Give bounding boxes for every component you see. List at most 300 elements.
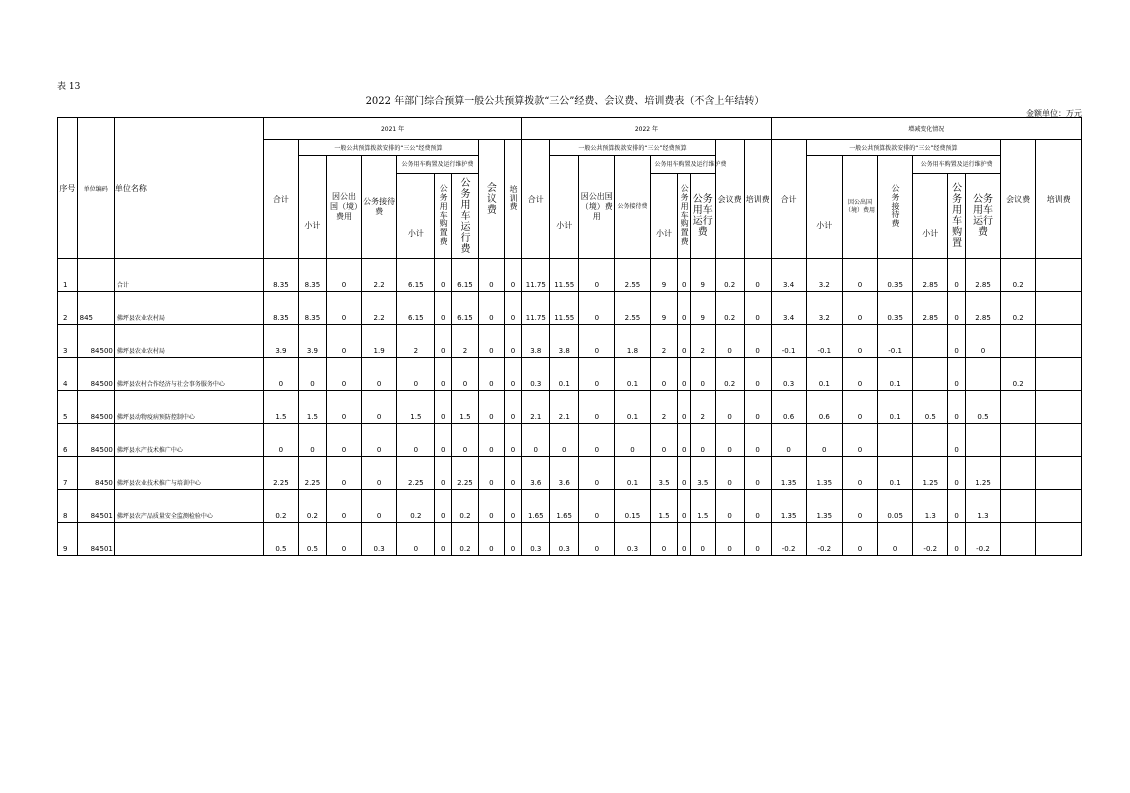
header-car-buy-2022: 公务用车购置费 [678, 174, 690, 259]
row-value: 0.5 [913, 391, 948, 424]
row-value: 0 [744, 325, 771, 358]
header-meeting-2021: 会议费 [478, 140, 504, 259]
row-value: 3.8 [550, 325, 579, 358]
row-value: 0 [842, 523, 877, 556]
row-value: 0 [397, 358, 435, 391]
row-value: 2.25 [263, 457, 298, 490]
row-value: 0 [478, 523, 504, 556]
row-value: 0 [715, 490, 744, 523]
row-value: 1.5 [690, 490, 715, 523]
row-value: 0 [522, 424, 550, 457]
row-value: 0 [550, 424, 579, 457]
row-value: 1.3 [913, 490, 948, 523]
header-training-change: 培训费 [1036, 140, 1082, 259]
row-value: 1.8 [615, 325, 650, 358]
row-unit-code [77, 259, 114, 292]
row-value [913, 358, 948, 391]
row-value [1001, 490, 1036, 523]
table-row [58, 424, 1082, 457]
row-value: 2 [690, 325, 715, 358]
row-value: 0 [504, 325, 522, 358]
row-value: 1.35 [806, 490, 842, 523]
row-value: 8.35 [263, 259, 298, 292]
row-value: 0 [744, 523, 771, 556]
row-value: 0 [435, 424, 452, 457]
row-value: 11.75 [522, 292, 550, 325]
header-training-2022: 培训费 [744, 140, 771, 259]
row-value: -0.2 [806, 523, 842, 556]
row-value: 0 [715, 391, 744, 424]
row-value: 1.9 [362, 325, 397, 358]
row-value: 0 [504, 391, 522, 424]
row-value [1001, 325, 1036, 358]
row-seq: 8 [58, 490, 78, 523]
header-total-2021: 合计 [263, 140, 298, 259]
row-value: 2.25 [452, 457, 479, 490]
header-car-2021: 公务用车购置及运行维护费 [397, 156, 479, 174]
row-seq: 1 [58, 259, 78, 292]
table-body [58, 259, 1082, 556]
row-unit-name: 合计 [114, 259, 263, 292]
header-car-subtotal-2022: 小计 [650, 174, 678, 259]
header-abroad-change: 因公出国（境）费用 [842, 156, 877, 259]
row-value [1001, 391, 1036, 424]
row-value: 3.2 [806, 292, 842, 325]
row-value: 0 [579, 490, 615, 523]
header-subtotal-2021: 小计 [298, 156, 326, 259]
row-value: 0 [842, 358, 877, 391]
row-value: 2.25 [397, 457, 435, 490]
row-value: 3.9 [298, 325, 326, 358]
row-value: 0 [715, 523, 744, 556]
row-unit-code: 84500 [77, 391, 114, 424]
row-seq: 4 [58, 358, 78, 391]
table-row [58, 358, 1082, 391]
row-value: 3.2 [806, 259, 842, 292]
row-value: 0 [362, 424, 397, 457]
row-value: 0.3 [522, 523, 550, 556]
row-value: 0 [948, 259, 966, 292]
row-value [1036, 325, 1082, 358]
row-value: 0 [478, 259, 504, 292]
row-value [1001, 457, 1036, 490]
row-value: 2.55 [615, 292, 650, 325]
row-value: 0 [650, 523, 678, 556]
header-sangong-2022: 一般公共预算拨款安排的“三公”经费预算 [550, 140, 715, 156]
row-value [878, 424, 913, 457]
row-value: 11.75 [522, 259, 550, 292]
row-value: 1.35 [771, 457, 806, 490]
row-value: 0.1 [550, 358, 579, 391]
row-seq: 2 [58, 292, 78, 325]
row-value: 2.55 [615, 259, 650, 292]
row-value: 0 [678, 292, 690, 325]
table-row [58, 259, 1082, 292]
row-value: 0 [579, 358, 615, 391]
row-value: 0 [842, 457, 877, 490]
row-value: 0 [615, 424, 650, 457]
row-value: 2.1 [550, 391, 579, 424]
row-value: 6.15 [452, 259, 479, 292]
row-value: 1.35 [771, 490, 806, 523]
row-unit-code: 84500 [77, 325, 114, 358]
row-value: 8.35 [263, 292, 298, 325]
row-unit-code: 8450 [77, 457, 114, 490]
row-value: 1.3 [965, 490, 1000, 523]
row-value: 0 [579, 292, 615, 325]
row-value: 0.2 [397, 490, 435, 523]
row-value: 0 [362, 457, 397, 490]
row-value: 2 [650, 325, 678, 358]
row-value [1036, 457, 1082, 490]
row-value: 0 [948, 391, 966, 424]
row-value: 0 [326, 325, 361, 358]
row-unit-name: 佛坪县农产品质量安全监测检验中心 [114, 490, 263, 523]
row-value: 2.1 [522, 391, 550, 424]
row-value: 2 [690, 391, 715, 424]
row-value: 0.3 [362, 523, 397, 556]
row-value: 2 [452, 325, 479, 358]
row-value [965, 424, 1000, 457]
row-value: 0.2 [452, 523, 479, 556]
header-unit-name: 单位名称 [114, 118, 263, 259]
row-value: 0.2 [715, 292, 744, 325]
row-value: 0 [326, 490, 361, 523]
row-value: 11.55 [550, 259, 579, 292]
header-seq: 序号 [58, 118, 78, 259]
row-unit-code: 84501 [77, 523, 114, 556]
row-value: 0 [362, 490, 397, 523]
row-value: -0.1 [771, 325, 806, 358]
row-value: 0 [435, 523, 452, 556]
row-value: 6.15 [452, 292, 479, 325]
row-value [1036, 292, 1082, 325]
row-seq: 5 [58, 391, 78, 424]
row-unit-code: 84501 [77, 490, 114, 523]
row-value: 0.15 [615, 490, 650, 523]
row-value: 0 [435, 325, 452, 358]
header-car-run-2022: 公务用车运行费 [690, 174, 715, 259]
header-meeting-2022: 会议费 [715, 140, 744, 259]
row-value: 0 [948, 457, 966, 490]
row-value: 0 [771, 424, 806, 457]
row-value: 0 [504, 259, 522, 292]
row-value: 1.25 [965, 457, 1000, 490]
row-value: 0 [326, 391, 361, 424]
row-value: 0 [948, 292, 966, 325]
row-seq: 3 [58, 325, 78, 358]
row-value: 1.25 [913, 457, 948, 490]
row-value: 0 [504, 424, 522, 457]
row-value: 0.2 [1001, 358, 1036, 391]
row-value: 0 [397, 523, 435, 556]
row-value: 0 [478, 325, 504, 358]
row-seq: 6 [58, 424, 78, 457]
row-value [913, 325, 948, 358]
row-value: 0.3 [771, 358, 806, 391]
row-value: 0 [715, 424, 744, 457]
page-title: 2022 年部门综合预算一般公共预算拨款“三公”经费、会议费、培训费表（不含上年结转） [365, 96, 765, 107]
row-value: 0 [744, 292, 771, 325]
row-unit-code: 845 [77, 292, 114, 325]
row-value: 0 [326, 292, 361, 325]
row-value: 0 [298, 358, 326, 391]
row-unit-name [114, 523, 263, 556]
row-value: 0 [478, 358, 504, 391]
row-value: 0 [678, 325, 690, 358]
row-value [1036, 391, 1082, 424]
row-value: 0 [678, 523, 690, 556]
header-reception-change: 公务接待费 [878, 156, 913, 259]
row-value: 0 [948, 358, 966, 391]
header-reception-2021: 公务接待费 [362, 156, 397, 259]
header-car-buy-2021: 公务用车购置费 [435, 174, 452, 259]
row-value: 8.35 [298, 259, 326, 292]
header-car-run-2021: 公务用车运行费 [452, 174, 479, 259]
row-value: 2 [650, 391, 678, 424]
header-total-change: 合计 [771, 140, 806, 259]
row-value: 0 [435, 358, 452, 391]
table-row [58, 490, 1082, 523]
header-car-2022: 公务用车购置及运行维护费 [650, 156, 715, 174]
row-unit-name: 佛坪县农业农村局 [114, 325, 263, 358]
row-value: 6.15 [397, 259, 435, 292]
row-value [913, 424, 948, 457]
row-value: 0 [948, 490, 966, 523]
row-value: 0.1 [615, 457, 650, 490]
row-value: 0.2 [1001, 292, 1036, 325]
row-value: 0 [435, 391, 452, 424]
header-total-2022: 合计 [522, 140, 550, 259]
row-value [1001, 424, 1036, 457]
row-unit-name: 佛坪县农村合作经济与社会事务服务中心 [114, 358, 263, 391]
row-unit-name: 佛坪县农业农村局 [114, 292, 263, 325]
row-value: 0.1 [806, 358, 842, 391]
row-value: 0 [744, 457, 771, 490]
row-value: 0.2 [263, 490, 298, 523]
row-value: 0 [948, 523, 966, 556]
budget-table [57, 117, 1082, 556]
row-value: -0.2 [771, 523, 806, 556]
row-value: 0 [579, 424, 615, 457]
row-value: 0 [744, 358, 771, 391]
row-seq: 7 [58, 457, 78, 490]
row-value [1001, 523, 1036, 556]
row-value [1036, 358, 1082, 391]
row-value: 0 [842, 391, 877, 424]
row-value: 0 [579, 523, 615, 556]
row-value: 0 [650, 424, 678, 457]
row-value: 9 [650, 292, 678, 325]
row-value [1036, 424, 1082, 457]
row-value: 0 [435, 292, 452, 325]
row-value: 0 [435, 490, 452, 523]
row-value: 0 [878, 523, 913, 556]
row-value: 0 [678, 424, 690, 457]
row-value: 0.05 [878, 490, 913, 523]
row-unit-name: 佛坪县动物疫病预防控制中心 [114, 391, 263, 424]
row-value: 0 [504, 457, 522, 490]
header-car-change: 公务用车购置及运行维护费 [913, 156, 1001, 174]
row-value: 3.6 [550, 457, 579, 490]
row-value: -0.1 [806, 325, 842, 358]
row-value: 0 [690, 424, 715, 457]
row-value: 0 [435, 259, 452, 292]
row-value: 3.5 [690, 457, 715, 490]
row-value: 2.85 [913, 259, 948, 292]
row-value: 0 [504, 292, 522, 325]
row-value: 3.4 [771, 292, 806, 325]
row-value: 0 [690, 523, 715, 556]
row-value: 0 [678, 391, 690, 424]
row-value: 3.8 [522, 325, 550, 358]
row-value: 1.65 [522, 490, 550, 523]
table-row [58, 325, 1082, 358]
row-value: 0.5 [965, 391, 1000, 424]
row-value: 0.1 [878, 358, 913, 391]
row-value: 0 [678, 259, 690, 292]
row-value: 0 [690, 358, 715, 391]
row-value: 0.1 [878, 391, 913, 424]
header-subtotal-2022: 小计 [550, 156, 579, 259]
row-value: 0 [715, 457, 744, 490]
row-value: 1.5 [263, 391, 298, 424]
row-value: 0.3 [615, 523, 650, 556]
header-change: 增减变化情况 [771, 118, 1081, 140]
row-value: -0.1 [878, 325, 913, 358]
row-value: 0 [478, 457, 504, 490]
row-value: 0 [948, 424, 966, 457]
row-value: 11.55 [550, 292, 579, 325]
row-value: 1.5 [298, 391, 326, 424]
row-value: 0.2 [452, 490, 479, 523]
row-value: 3.6 [522, 457, 550, 490]
row-value: 0 [579, 325, 615, 358]
table-number: 表 13 [57, 82, 81, 92]
header-car-subtotal-change: 小计 [913, 174, 948, 259]
row-value: 0 [744, 391, 771, 424]
row-value: 0 [478, 391, 504, 424]
row-value: 0 [744, 259, 771, 292]
row-value: 0 [965, 325, 1000, 358]
row-value: 0.2 [715, 358, 744, 391]
row-value: 0 [650, 358, 678, 391]
row-value [1036, 523, 1082, 556]
row-value: 0 [678, 358, 690, 391]
row-value: 0 [806, 424, 842, 457]
row-value: 1.5 [452, 391, 479, 424]
row-value: 0.6 [806, 391, 842, 424]
header-year-2022: 2022 年 [522, 118, 771, 140]
table-row [58, 292, 1082, 325]
header-car-subtotal-2021: 小计 [397, 174, 435, 259]
row-value: 0 [504, 358, 522, 391]
row-value: 1.35 [806, 457, 842, 490]
row-value: 0.1 [615, 358, 650, 391]
row-value: 0 [298, 424, 326, 457]
header-car-buy-change: 公务用车购置 [948, 174, 966, 259]
header-sangong-2021: 一般公共预算拨款安排的“三公”经费预算 [298, 140, 478, 156]
row-value: 0 [715, 325, 744, 358]
row-value: 0 [478, 424, 504, 457]
row-value: 0 [452, 358, 479, 391]
row-value: 2.2 [362, 259, 397, 292]
row-unit-name: 佛坪县农业技术推广与培训中心 [114, 457, 263, 490]
row-value: 2 [397, 325, 435, 358]
row-value: 0.35 [878, 259, 913, 292]
row-value: 0 [326, 358, 361, 391]
row-value: 0 [362, 391, 397, 424]
header-reception-2022: 公务接待费 [615, 156, 650, 259]
row-value [1036, 259, 1082, 292]
row-value: 2.2 [362, 292, 397, 325]
row-value: 3.4 [771, 259, 806, 292]
row-value: 0 [362, 358, 397, 391]
row-value: -0.2 [965, 523, 1000, 556]
row-value: 0.2 [298, 490, 326, 523]
row-value: 0 [842, 490, 877, 523]
table-row [58, 523, 1082, 556]
header-year-2021: 2021 年 [263, 118, 522, 140]
row-value: 0 [842, 424, 877, 457]
row-value: 8.35 [298, 292, 326, 325]
row-value: 0 [842, 292, 877, 325]
row-value: 0 [842, 325, 877, 358]
row-value: 6.15 [397, 292, 435, 325]
row-unit-code: 84500 [77, 424, 114, 457]
row-value: 0.1 [615, 391, 650, 424]
row-value: 0 [326, 259, 361, 292]
row-value: 0 [678, 490, 690, 523]
row-value: 0.5 [298, 523, 326, 556]
header-unit-code: 单位编码 [77, 118, 114, 259]
header-subtotal-change: 小计 [806, 156, 842, 259]
row-value: 0 [452, 424, 479, 457]
header-training-2021: 培训费 [504, 140, 522, 259]
row-value: 1.5 [397, 391, 435, 424]
row-value: 0 [263, 358, 298, 391]
row-value: -0.2 [913, 523, 948, 556]
row-value: 2.85 [965, 292, 1000, 325]
row-value: 0 [435, 457, 452, 490]
row-value: 3.5 [650, 457, 678, 490]
row-value: 0 [579, 457, 615, 490]
row-value: 2.85 [965, 259, 1000, 292]
row-value: 0.35 [878, 292, 913, 325]
row-value: 0 [397, 424, 435, 457]
row-value: 0.1 [878, 457, 913, 490]
row-value: 9 [690, 292, 715, 325]
row-value: 3.9 [263, 325, 298, 358]
row-value: 0 [579, 259, 615, 292]
table-row [58, 391, 1082, 424]
header-meeting-change: 会议费 [1001, 140, 1036, 259]
row-value: 0 [842, 259, 877, 292]
row-value: 2.85 [913, 292, 948, 325]
row-value: 0.3 [550, 523, 579, 556]
header-car-run-change: 公务用车运行费 [965, 174, 1000, 259]
header-abroad-2021: 因公出国（境）费用 [326, 156, 361, 259]
row-value: 0 [326, 457, 361, 490]
row-value [1036, 490, 1082, 523]
row-value: 2.25 [298, 457, 326, 490]
header-abroad-2022: 因公出国（境）费用 [579, 156, 615, 259]
row-unit-name: 佛坪县水产技术推广中心 [114, 424, 263, 457]
row-unit-code: 84500 [77, 358, 114, 391]
row-value: 0.3 [522, 358, 550, 391]
row-value: 0 [478, 292, 504, 325]
row-value: 0 [263, 424, 298, 457]
